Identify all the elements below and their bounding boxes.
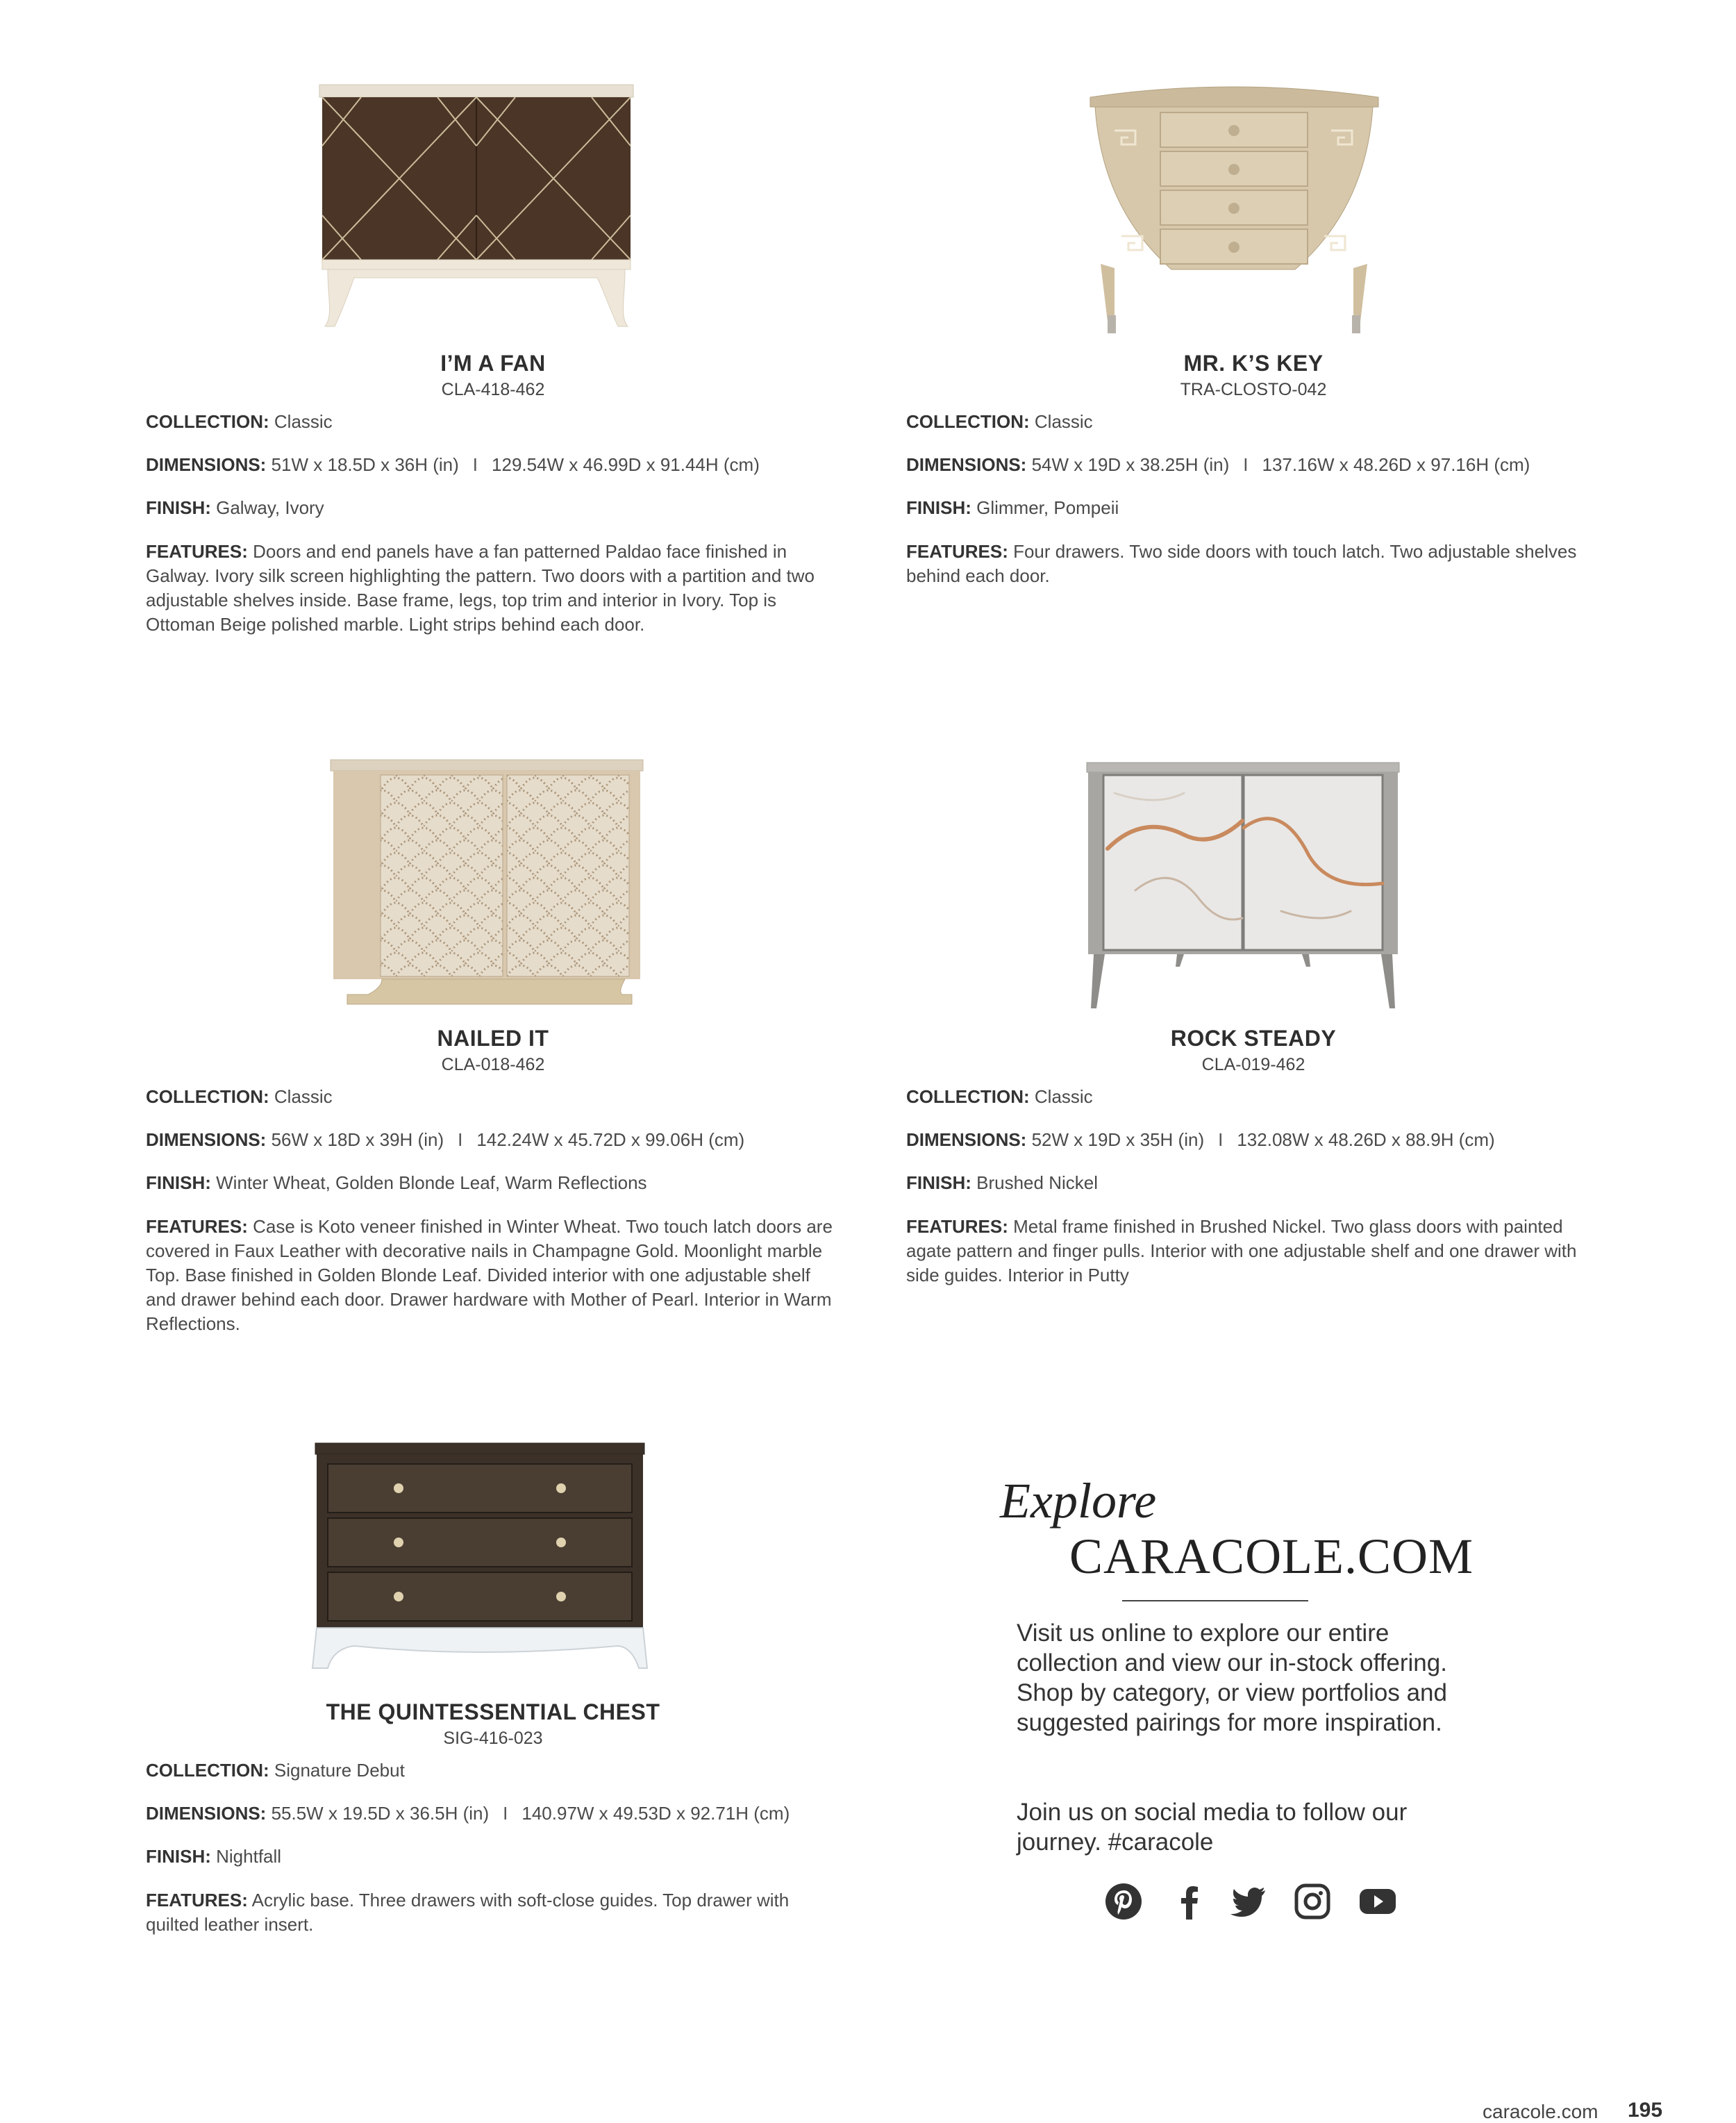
dimensions-cm: 129.54W x 46.99D x 91.44H (cm) [492,454,760,475]
features-value: Case is Koto veneer finished in Winter Wheat. Two touch latch doors are covered in Faux Leather with decorative nails in Champagne Gold. Moonlight marble Top. Base finished in Golden Blonde Leaf. Divided interior with one adjustable shelf and drawer behind each door. Drawer hardware with Mother of Pearl. Interior in Warm Reflections. [146,1216,833,1334]
collection-value: Signature Debut [274,1760,405,1781]
mr-ks-key-commode-image [906,76,1601,333]
facebook-icon[interactable] [1171,1882,1210,1921]
explore-script-heading: Explore [1000,1473,1157,1529]
collection-value: Classic [1034,1086,1093,1107]
finish-label: FINISH: [146,1846,211,1867]
dimension-separator: I [1218,1129,1224,1150]
features-value: Acrylic base. Three drawers with soft-close guides. Top drawer with quilted leather insert. [146,1890,790,1935]
twitter-icon[interactable] [1229,1882,1268,1921]
features-line [146,1888,840,1937]
features-value: Metal frame finished in Brushed Nickel. Two glass doors with painted agate pattern and finger pulls. Interior with one adjustable shelf and one drawer with side guides. Interior in Putty [906,1216,1577,1285]
collection-label: COLLECTION: [906,1086,1030,1107]
finish-label: FINISH: [146,497,211,518]
dimension-separator: I [458,1129,463,1150]
dimensions-cm: 137.16W x 48.26D x 97.16H (cm) [1262,454,1530,475]
pinterest-icon[interactable] [1104,1882,1143,1921]
dimensions-inches: 51W x 18.5D x 36H (in) [271,454,459,475]
product-code: CLA-418-462 [441,380,545,399]
product-name: ROCK STEADY [1170,1026,1337,1051]
dimensions-line [146,453,840,477]
dimensions-inches: 56W x 18D x 39H (in) [271,1129,444,1150]
product-image [146,751,840,1029]
dimensions-label: DIMENSIONS: [146,454,267,475]
product-image [146,76,840,354]
finish-label: FINISH: [906,1172,971,1193]
product-image [146,1425,840,1703]
features-value: Four drawers. Two side doors with touch latch. Two adjustable shelves behind each door. [906,541,1577,586]
finish-label: FINISH: [146,1172,211,1193]
dimension-separator: I [1243,454,1249,475]
product-image [906,76,1601,354]
finish-value: Nightfall [216,1846,282,1867]
product-code: SIG-416-023 [443,1729,543,1748]
features-label: FEATURES: [906,1216,1008,1237]
rock-steady-cabinet-image [906,751,1601,1008]
features-label: FEATURES: [146,541,248,562]
product-name: MR. K’S KEY [1183,351,1324,376]
dimensions-label: DIMENSIONS: [906,454,1027,475]
dimensions-line [906,453,1601,477]
features-line [146,540,840,637]
dimensions-line [146,1801,840,1826]
finish-line [146,1171,840,1195]
dimensions-label: DIMENSIONS: [906,1129,1027,1150]
explore-paragraph-visit: Visit us online to explore our entire collection and view our in-stock offering. Shop by category, or view portfolios and suggested pairings for more inspiration. [1017,1620,1447,1736]
product-code: CLA-018-462 [441,1055,545,1074]
features-label: FEATURES: [906,541,1008,562]
dimensions-line [906,1128,1601,1152]
dimensions-cm: 132.08W x 48.26D x 88.9H (cm) [1237,1129,1495,1150]
finish-value: Winter Wheat, Golden Blonde Leaf, Warm Reflections [216,1172,647,1193]
dimensions-inches: 55.5W x 19.5D x 36.5H (in) [271,1803,490,1824]
collection-label: COLLECTION: [146,411,269,432]
finish-line [146,496,840,520]
collection-label: COLLECTION: [146,1086,269,1107]
instagram-icon[interactable] [1293,1882,1332,1921]
dimensions-inches: 54W x 19D x 38.25H (in) [1031,454,1230,475]
page-number: 195 [1628,2099,1663,2122]
finish-line [146,1845,840,1869]
explore-paragraph-social: Join us on social media to follow our journey. #caracole [1017,1799,1408,1856]
finish-label: FINISH: [906,497,971,518]
collection-value: Classic [274,411,333,432]
dimensions-line [146,1128,840,1152]
explore-divider [1122,1600,1308,1601]
product-code: CLA-019-462 [1201,1055,1305,1074]
collection-value: Classic [1034,411,1093,432]
finish-value: Galway, Ivory [216,497,324,518]
dimensions-cm: 140.97W x 49.53D x 92.71H (cm) [521,1803,790,1824]
collection-line [146,1758,840,1783]
dimensions-cm: 142.24W x 45.72D x 99.06H (cm) [476,1129,745,1150]
features-value: Doors and end panels have a fan patterned Paldao face finished in Galway. Ivory silk screen highlighting the pattern. Two doors with a partition and two adjustable shelves inside. Base frame, legs, top trim and interior in Ivory. Top is Ottoman Beige polished marble. Light strips behind each door. [146,541,815,635]
finish-line [906,496,1601,520]
product-name: THE QUINTESSENTIAL CHEST [326,1699,660,1724]
finish-line [906,1171,1601,1195]
collection-line [906,1085,1601,1109]
collection-label: COLLECTION: [146,1760,269,1781]
finish-value: Glimmer, Pompeii [976,497,1119,518]
features-label: FEATURES: [146,1890,248,1910]
footer-site[interactable]: caracole.com [1483,2101,1599,2122]
collection-line [146,1085,840,1109]
youtube-icon[interactable] [1358,1882,1397,1921]
dimensions-inches: 52W x 19D x 35H (in) [1031,1129,1205,1150]
finish-value: Brushed Nickel [976,1172,1098,1193]
im-a-fan-cabinet-image [146,76,840,333]
nailed-it-cabinet-image [146,751,840,1008]
product-name: I’M A FAN [440,351,546,376]
dimension-separator: I [503,1803,508,1824]
features-label: FEATURES: [146,1216,248,1237]
dimensions-label: DIMENSIONS: [146,1129,267,1150]
collection-line [906,410,1601,434]
product-code: TRA-CLOSTO-042 [1180,380,1327,399]
explore-site-link[interactable]: CARACOLE.COM [1069,1529,1474,1584]
dimension-separator: I [472,454,478,475]
product-image [906,751,1601,1029]
features-line [146,1215,840,1336]
features-line [906,540,1601,588]
collection-line [146,410,840,434]
features-line [906,1215,1601,1288]
quintessential-chest-image [146,1425,840,1682]
product-name: NAILED IT [437,1026,549,1051]
collection-value: Classic [274,1086,333,1107]
dimensions-label: DIMENSIONS: [146,1803,267,1824]
collection-label: COLLECTION: [906,411,1030,432]
